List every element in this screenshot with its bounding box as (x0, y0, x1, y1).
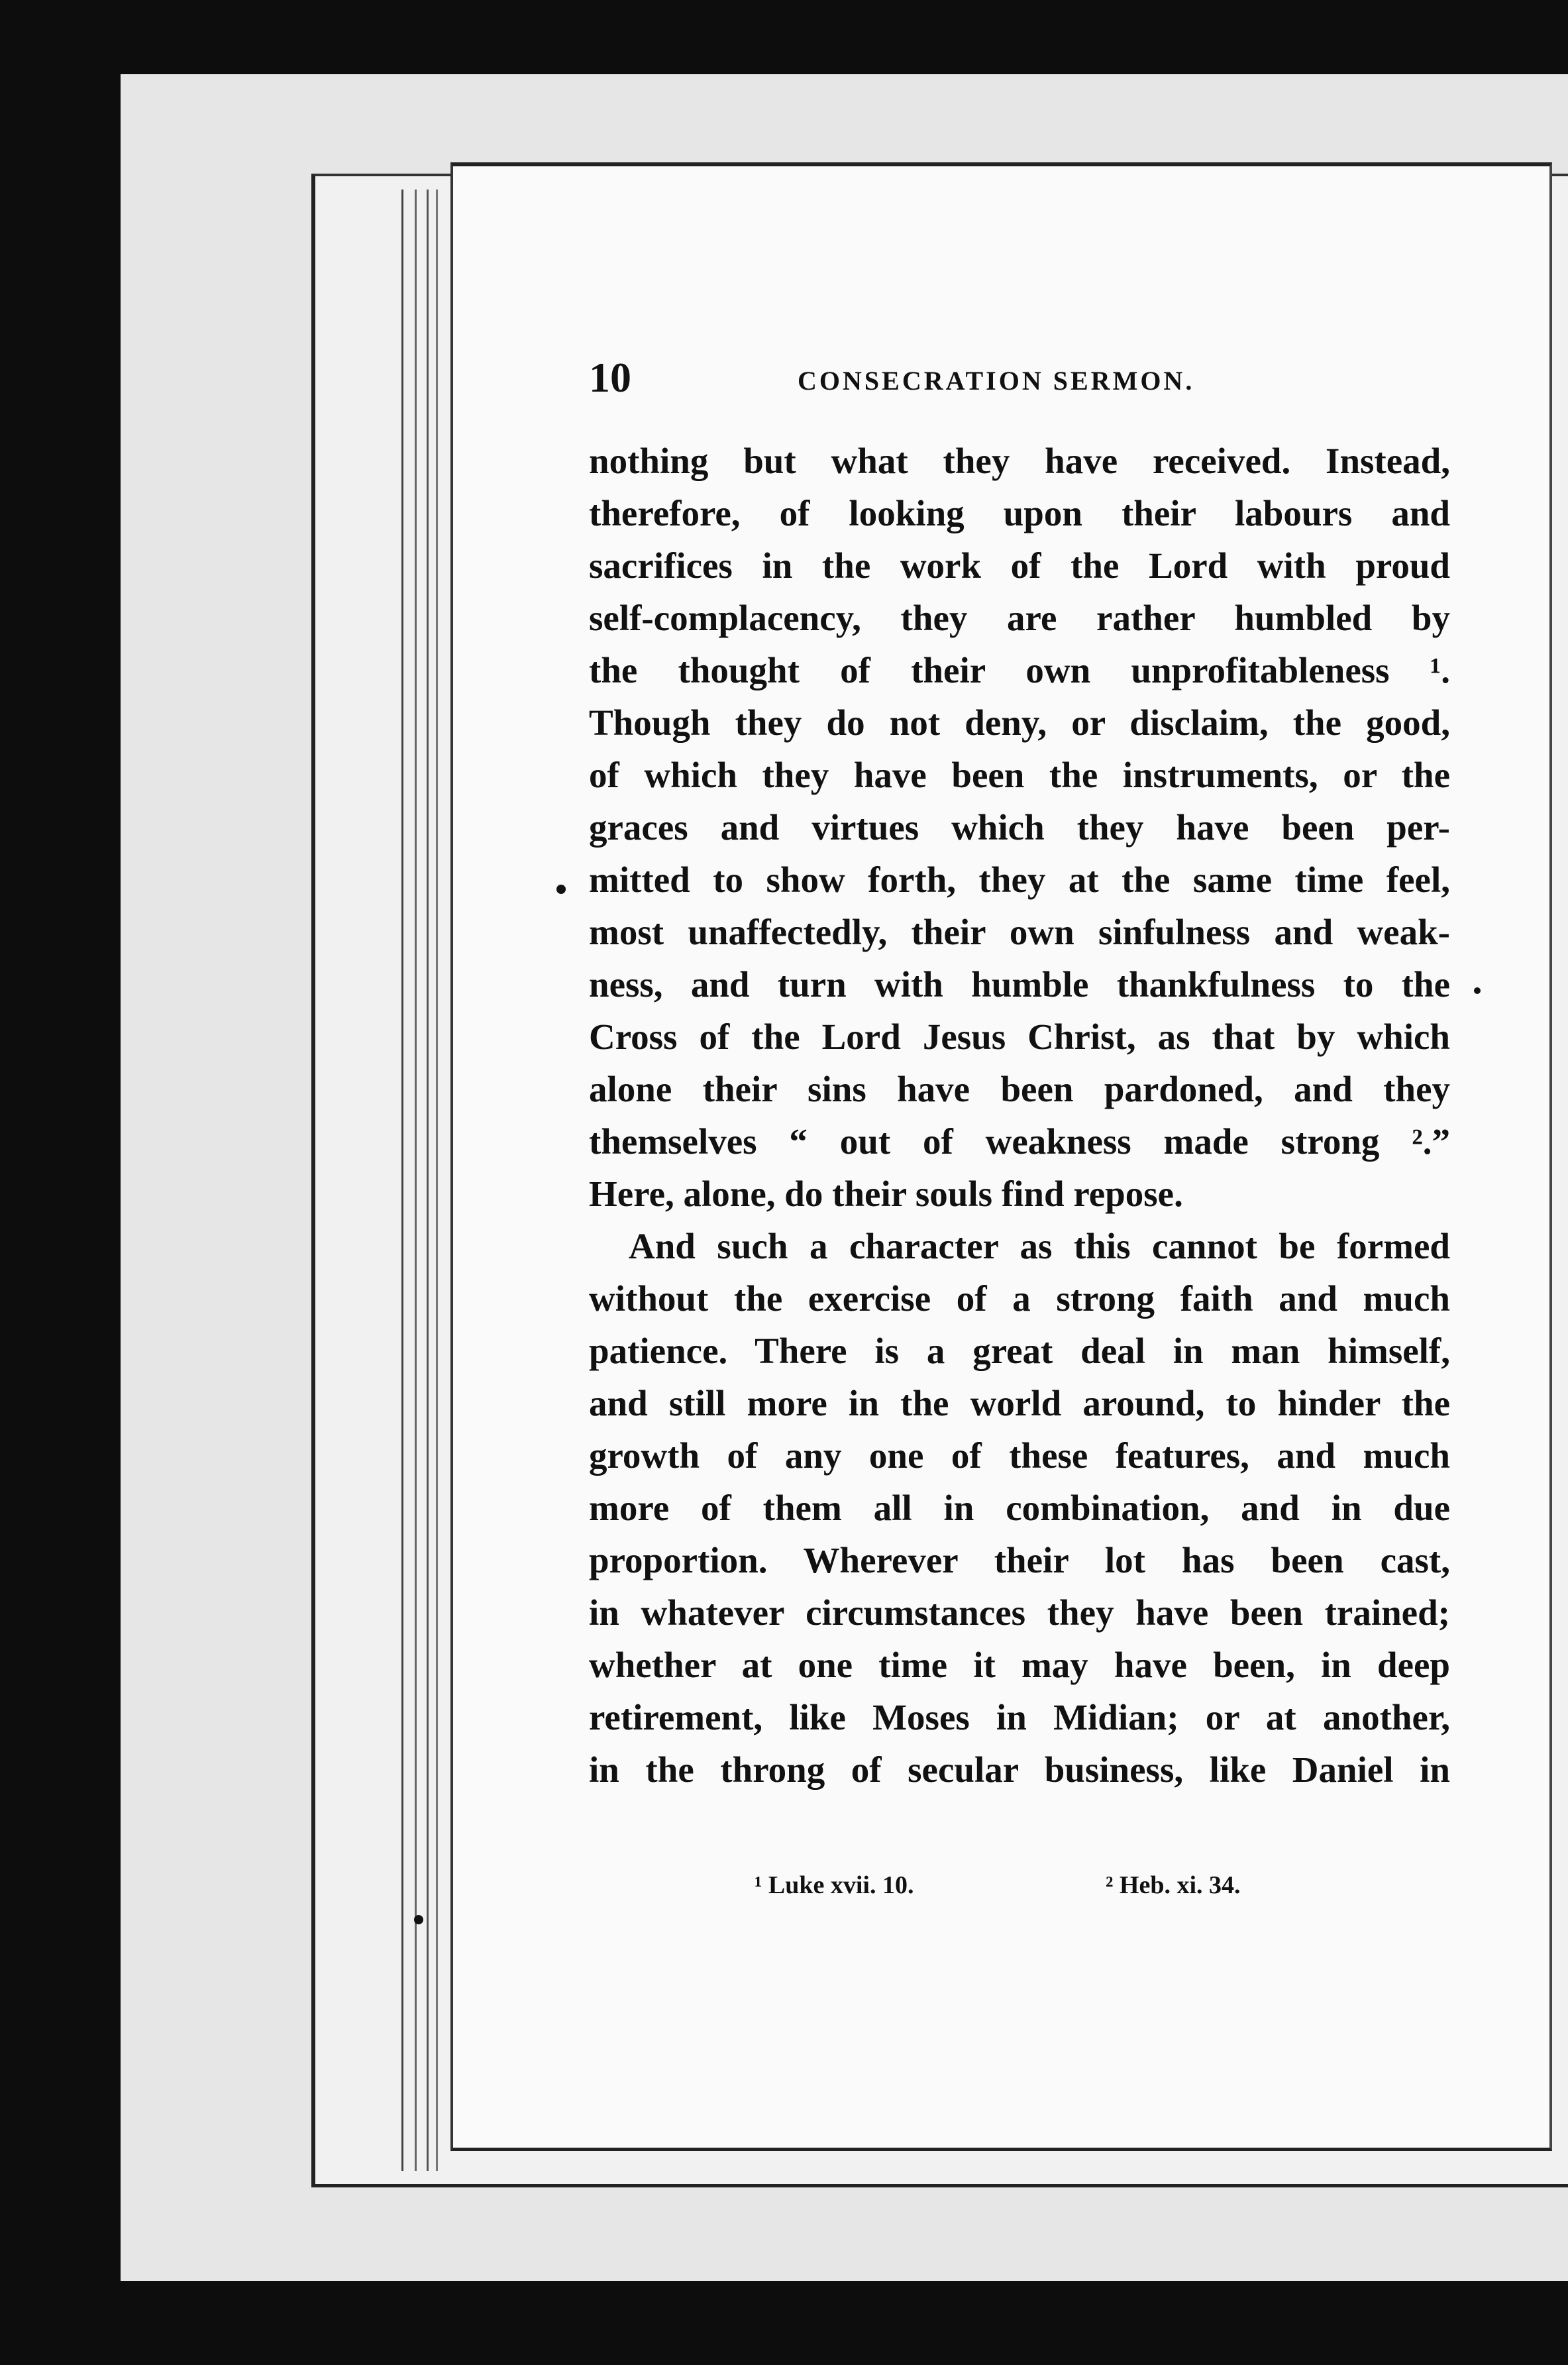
page-edge-line (401, 190, 403, 2171)
text-line: mitted to show forth, they at the same time feel, (589, 859, 1450, 900)
text-line: and still more in the world around, to hinder the (589, 1383, 1450, 1423)
footnote-2: ² Heb. xi. 34. (1106, 1871, 1241, 1899)
page-number: 10 (589, 354, 631, 401)
book-page (450, 162, 1552, 2151)
text-line: whether at one time it may have been, in deep (589, 1645, 1450, 1685)
text-line: self-complacency, they are rather humbled by (589, 598, 1450, 638)
text-line: sacrifices in the work of the Lord with proud (589, 545, 1450, 586)
text-line: Cross of the Lord Jesus Christ, as that by which (589, 1017, 1450, 1057)
running-title: CONSECRATION SERMON. (798, 366, 1195, 396)
text-line: without the exercise of a strong faith and much (589, 1278, 1450, 1319)
text-line: Here, alone, do their souls find repose. (589, 1174, 1183, 1214)
text-line: nothing but what they have received. Instead, (589, 441, 1450, 481)
page-edge-line (427, 190, 429, 2171)
text-line: patience. There is a great deal in man himself, (589, 1331, 1450, 1371)
text-line: Though they do not deny, or disclaim, the good, (589, 702, 1450, 743)
text-line: in the throng of secular business, like Daniel in (589, 1749, 1450, 1790)
text-line: proportion. Wherever their lot has been cast, (589, 1540, 1450, 1580)
page-edge-line (415, 190, 417, 2171)
body-text (589, 435, 1450, 1796)
text-line: most unaffectedly, their own sinfulness and weak- (589, 912, 1450, 952)
running-head (589, 353, 1351, 413)
text-line: themselves “ out of weakness made strong ².” (589, 1121, 1450, 1162)
text-line: And such a character as this cannot be formed (629, 1226, 1450, 1266)
scan-speck (414, 1915, 423, 1924)
text-line: alone their sins have been pardoned, and they (589, 1069, 1450, 1109)
text-line: retirement, like Moses in Midian; or at another, (589, 1697, 1450, 1737)
text-line: the thought of their own unprofitableness ¹. (589, 650, 1450, 690)
page-edge-line (436, 190, 438, 2171)
text-line: in whatever circumstances they have been trained; (589, 1592, 1450, 1633)
text-line: growth of any one of these features, and much (589, 1435, 1450, 1476)
scan-speck (556, 885, 566, 894)
text-line: more of them all in combination, and in due (589, 1488, 1450, 1528)
footnotes (589, 1871, 1450, 1910)
text-line: therefore, of looking upon their labours and (589, 493, 1450, 533)
text-line: ness, and turn with humble thankfulness to the (589, 964, 1450, 1005)
text-line: of which they have been the instruments, or the (589, 755, 1450, 795)
text-line: graces and virtues which they have been per- (589, 807, 1450, 848)
footnote-1: ¹ Luke xvii. 10. (755, 1871, 914, 1899)
scan-speck (1474, 987, 1481, 994)
